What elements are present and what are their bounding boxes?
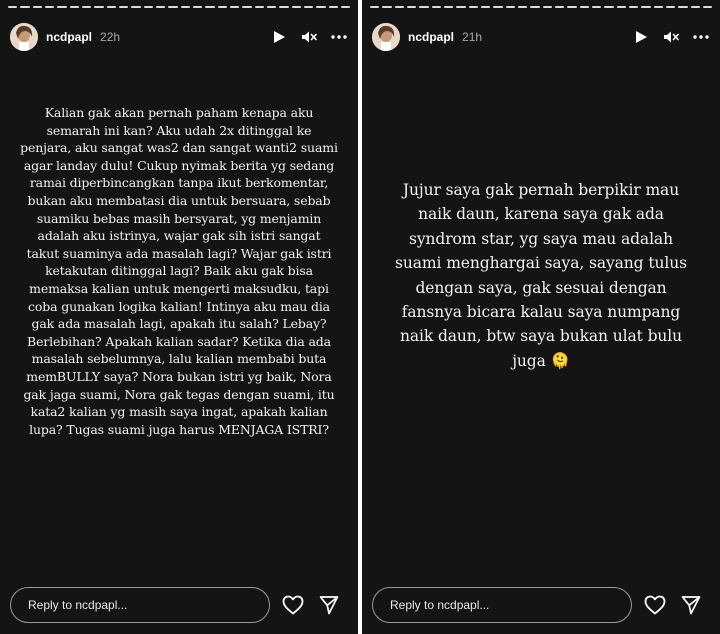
story-progress-bar [370, 6, 712, 8]
reply-input[interactable] [372, 587, 632, 623]
mute-icon[interactable] [300, 28, 318, 46]
play-icon[interactable] [270, 28, 288, 46]
send-icon[interactable] [318, 594, 340, 616]
story-panel-right[interactable] [362, 0, 720, 634]
mute-icon[interactable] [662, 28, 680, 46]
reply-placeholder: Reply to ncdpapl... [390, 598, 490, 612]
more-icon[interactable] [692, 28, 710, 46]
username[interactable]: ncdpapl [408, 30, 455, 44]
story-footer [372, 587, 710, 623]
timestamp: 22h [100, 30, 121, 44]
story-progress-bar [8, 6, 350, 8]
reply-input[interactable] [10, 587, 270, 623]
avatar[interactable] [372, 23, 400, 51]
play-icon[interactable] [632, 28, 650, 46]
avatar[interactable] [10, 23, 38, 51]
reply-placeholder: Reply to ncdpapl... [28, 598, 128, 612]
more-icon[interactable] [330, 28, 348, 46]
story-panel-left[interactable] [0, 0, 358, 634]
story-text: Kalian gak akan pernah paham kenapa aku semarah ini kan? Aku udah 2x ditinggal ke penjara, aku sangat was2 dan sangat wanti2 suami agar landay dulu! Cukup nyimak berita yg sedang ramai diperbincangkan tanpa ikut berkomentar, bukan aku membatasi dia untuk bersuara, sebab suamiku bebas masih bersyarat, yg menjamin adalah aku istrinya, wajar gak sih istri sangat takut suaminya ada masalah lagi? Wajar gak istri ketakutan ditinggal lagi? Baik aku gak bisa memaksa kalian untuk mengerti maksudku, tapi coba gunakan logika kalian! Intinya aku mau dia gak ada masalah lagi, apakah itu salah? Lebay? Berlebihan? Apakah kalian sadar? Ketika dia ada masalah sebelumnya, lalu kalian membabi buta memBULLY saya? Nora bukan istri yg baik, Nora gak jaga suami, Nora gak tegas dengan suami, itu kata2 kalian yg masih saya ingat, apakah kalian lupa? Tugas suami juga harus MENJAGA ISTRI? [20, 105, 338, 437]
heart-icon[interactable] [282, 594, 304, 616]
heart-icon[interactable] [644, 594, 666, 616]
story-header [372, 22, 710, 52]
story-footer [10, 587, 348, 623]
send-icon[interactable] [680, 594, 702, 616]
story-text: Jujur saya gak pernah berpikir mau naik daun, karena saya gak ada syndrom star, yg saya mau adalah suami menghargai saya, sayang tulus dengan saya, gak sesuai dengan fansnya bicara kalau saya numpang naik daun, btw saya bukan ulat bulu juga 🫠 [395, 181, 687, 370]
username[interactable]: ncdpapl [46, 30, 93, 44]
story-header [10, 22, 348, 52]
timestamp: 21h [462, 30, 483, 44]
